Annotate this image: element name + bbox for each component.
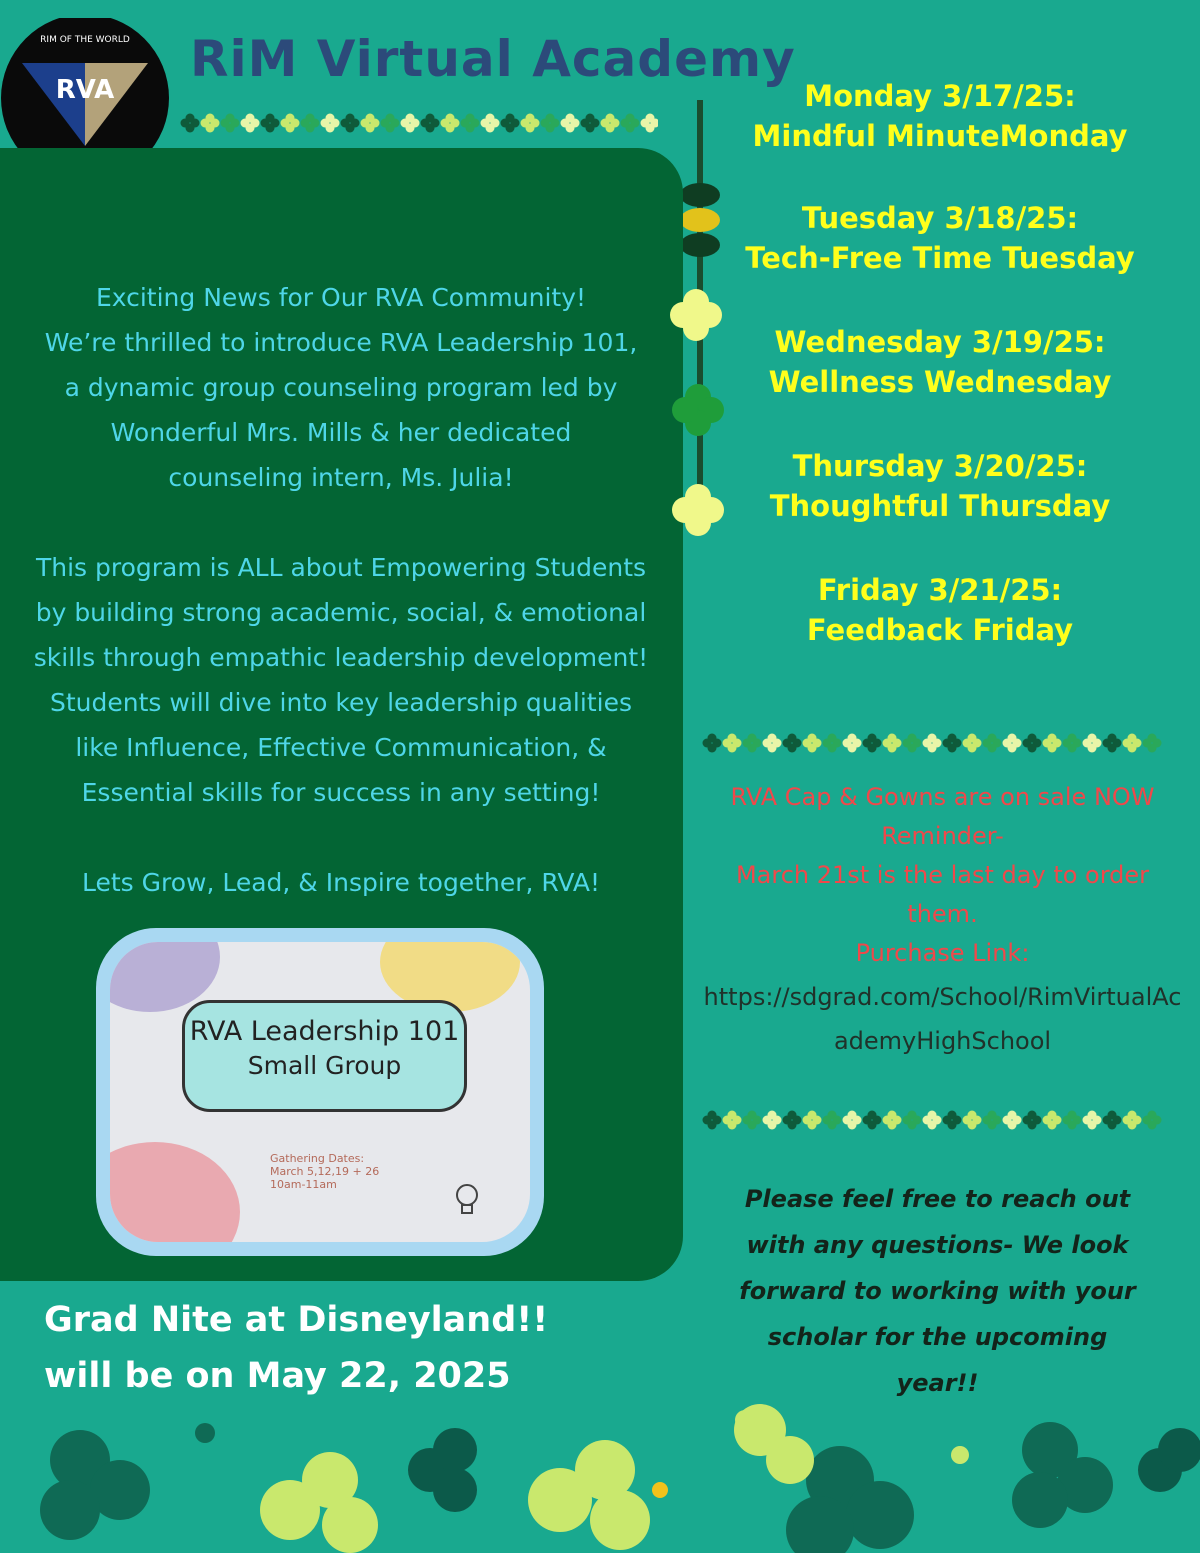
shamrock-icon: [803, 1111, 822, 1130]
leadership-announcement: [10, 275, 672, 905]
shamrock-icon: [561, 114, 580, 133]
shamrock-border-lower: [700, 1105, 1175, 1135]
shamrock-icon: [221, 114, 240, 133]
page-title: RiM Virtual Academy: [190, 30, 796, 88]
intro-line: Exciting News for Our RVA Community!: [95, 283, 587, 312]
shamrock-icon: [1083, 1111, 1102, 1130]
leadership-sign: [182, 1000, 467, 1112]
schedule-theme: Feedback Friday: [806, 613, 1074, 647]
leadership-photo: [110, 942, 530, 1242]
shamrock-icon: [1083, 734, 1102, 753]
shamrock-icon: [461, 114, 480, 133]
sign-line: RVA Leadership 101: [189, 1016, 460, 1047]
shamrock-border-middle: [700, 728, 1175, 758]
schedule-date: Monday 3/17/25:: [804, 79, 1076, 113]
shamrock-icon: [181, 114, 200, 133]
schedule-day-monday: [705, 76, 1175, 156]
shamrock-icon: [823, 1111, 842, 1130]
shamrock-icon: [863, 1111, 882, 1130]
shamrock-icon: [883, 1111, 902, 1130]
clover-icon: [660, 285, 740, 545]
shamrock-icon: [361, 114, 380, 133]
closing-line: forward to working with your: [739, 1277, 1136, 1305]
intro-line: Students will dive into key leadership qualities: [50, 688, 632, 717]
shamrock-icon: [983, 1111, 1002, 1130]
shamrock-icon: [1143, 734, 1162, 753]
logo-mark: RVA: [55, 75, 115, 105]
shamrock-icon: [621, 114, 640, 133]
shamrock-icon: [401, 114, 420, 133]
gathering-dates: [270, 1152, 390, 1191]
shamrock-icon: [1123, 734, 1142, 753]
shamrock-icon: [743, 1111, 762, 1130]
shamrock-icon: [783, 1111, 802, 1130]
shamrock-icon: [581, 114, 600, 133]
schedule-theme: Wellness Wednesday: [768, 365, 1112, 399]
shamrock-icon: [1023, 734, 1042, 753]
intro-line: a dynamic group counseling program led by: [64, 373, 618, 402]
schedule-day-thursday: [705, 446, 1175, 526]
schedule-day-wednesday: [705, 322, 1175, 402]
lightbulb-icon: [452, 1182, 482, 1218]
intro-line: This program is ALL about Empowering Students: [35, 553, 647, 582]
shamrock-icon: [1103, 734, 1122, 753]
shamrock-icon: [1143, 1111, 1162, 1130]
shamrock-icon: [201, 114, 220, 133]
intro-line: Essential skills for success in any setting!: [81, 778, 601, 807]
shamrock-icon: [501, 114, 520, 133]
purchase-link[interactable]: https://sdgrad.com/School/RimVirtualAcademyHighSchool: [703, 983, 1182, 1055]
shamrock-icon: [241, 114, 260, 133]
shamrock-icon: [601, 114, 620, 133]
grad-line: Grad Nite at Disneyland!!: [44, 1300, 549, 1340]
shamrock-icon: [1043, 1111, 1062, 1130]
shamrock-icon: [321, 114, 340, 133]
shamrock-icon: [521, 114, 540, 133]
shamrock-icon: [843, 734, 862, 753]
shamrock-icon: [743, 734, 762, 753]
notice-line: Purchase Link:: [855, 939, 1030, 967]
shamrock-icon: [863, 734, 882, 753]
shamrock-icon: [943, 1111, 962, 1130]
shamrock-icon: [481, 114, 500, 133]
schedule-theme: Tech-Free Time Tuesday: [745, 241, 1135, 275]
schedule-date: Friday 3/21/25:: [817, 573, 1063, 607]
shamrock-icon: [703, 734, 722, 753]
shamrock-border-top: [178, 108, 658, 138]
shamrock-icon: [261, 114, 280, 133]
shamrock-icon: [803, 734, 822, 753]
shamrock-icon: [823, 734, 842, 753]
shamrock-icon: [1003, 1111, 1022, 1130]
shamrock-border-bottom: [0, 1390, 1200, 1553]
schedule-date: Wednesday 3/19/25:: [774, 325, 1106, 359]
shamrock-icon: [341, 114, 360, 133]
shamrock-icon: [923, 1111, 942, 1130]
intro-line: Wonderful Mrs. Mills & her dedicated: [110, 418, 572, 447]
shamrock-icon: [381, 114, 400, 133]
shamrock-icon: [783, 734, 802, 753]
shamrock-icon: [943, 734, 962, 753]
notice-line: March 21st is the last day to order: [735, 861, 1150, 889]
shamrock-icon: [903, 734, 922, 753]
shamrock-icon: [843, 1111, 862, 1130]
closing-line: scholar for the upcoming: [767, 1323, 1108, 1351]
shamrock-icon: [421, 114, 440, 133]
schedule-day-tuesday: [705, 198, 1175, 278]
grad-nite-announcement: [44, 1292, 604, 1404]
rva-logo: [0, 18, 170, 158]
shamrock-icon: [723, 734, 742, 753]
shamrock-icon: [963, 1111, 982, 1130]
intro-closing-line: Lets Grow, Lead, & Inspire together, RVA!: [81, 868, 601, 897]
shamrock-icon: [963, 734, 982, 753]
shamrock-icon: [903, 1111, 922, 1130]
shamrock-icon: [641, 114, 659, 133]
notice-line: RVA Cap & Gowns are on sale NOW: [730, 783, 1155, 811]
schedule-date: Tuesday 3/18/25:: [801, 201, 1079, 235]
shamrock-icon: [1023, 1111, 1042, 1130]
intro-line: We’re thrilled to introduce RVA Leadership 101,: [44, 328, 638, 357]
shamrock-icon: [281, 114, 300, 133]
dates-line: March 5,12,19 + 26: [270, 1165, 380, 1178]
shamrock-icon: [883, 734, 902, 753]
shamrock-icon: [301, 114, 320, 133]
schedule-theme: Thoughtful Thursday: [769, 489, 1111, 523]
shamrock-icon: [1063, 1111, 1082, 1130]
dates-line: Gathering Dates:: [270, 1152, 365, 1165]
schedule-day-friday: [705, 570, 1175, 650]
shamrock-icon: [703, 1111, 722, 1130]
shamrock-icon: [1123, 1111, 1142, 1130]
shamrock-icon: [723, 1111, 742, 1130]
shamrock-icon: [1043, 734, 1062, 753]
shamrock-icon: [541, 114, 560, 133]
intro-line: like Influence, Effective Communication, &: [75, 733, 607, 762]
shamrock-icon: [1003, 734, 1022, 753]
schedule-date: Thursday 3/20/25:: [792, 449, 1088, 483]
intro-line: skills through empathic leadership development!: [33, 643, 649, 672]
closing-message: [725, 1176, 1150, 1406]
shamrock-icon: [441, 114, 460, 133]
notice-line: Reminder-: [881, 822, 1004, 850]
closing-line: Please feel free to reach out: [744, 1185, 1131, 1213]
dates-line: 10am-11am: [270, 1178, 337, 1191]
closing-line: year!!: [896, 1369, 979, 1397]
shamrock-icon: [763, 734, 782, 753]
grad-line: will be on May 22, 2025: [44, 1356, 511, 1396]
closing-line: with any questions- We look: [746, 1231, 1129, 1259]
svg-text:RIM OF THE WORLD: RIM OF THE WORLD: [40, 35, 130, 45]
cap-gown-notice: [700, 775, 1185, 1063]
shamrock-icon: [983, 734, 1002, 753]
notice-line: them.: [907, 900, 978, 928]
shamrock-icon: [763, 1111, 782, 1130]
schedule-theme: Mindful MinuteMonday: [752, 119, 1128, 153]
shamrock-icon: [1063, 734, 1082, 753]
intro-line: by building strong academic, social, & emotional: [35, 598, 647, 627]
shamrock-icon: [1103, 1111, 1122, 1130]
shamrock-icon: [923, 734, 942, 753]
intro-line: counseling intern, Ms. Julia!: [168, 463, 514, 492]
sign-line: Small Group: [247, 1051, 402, 1080]
